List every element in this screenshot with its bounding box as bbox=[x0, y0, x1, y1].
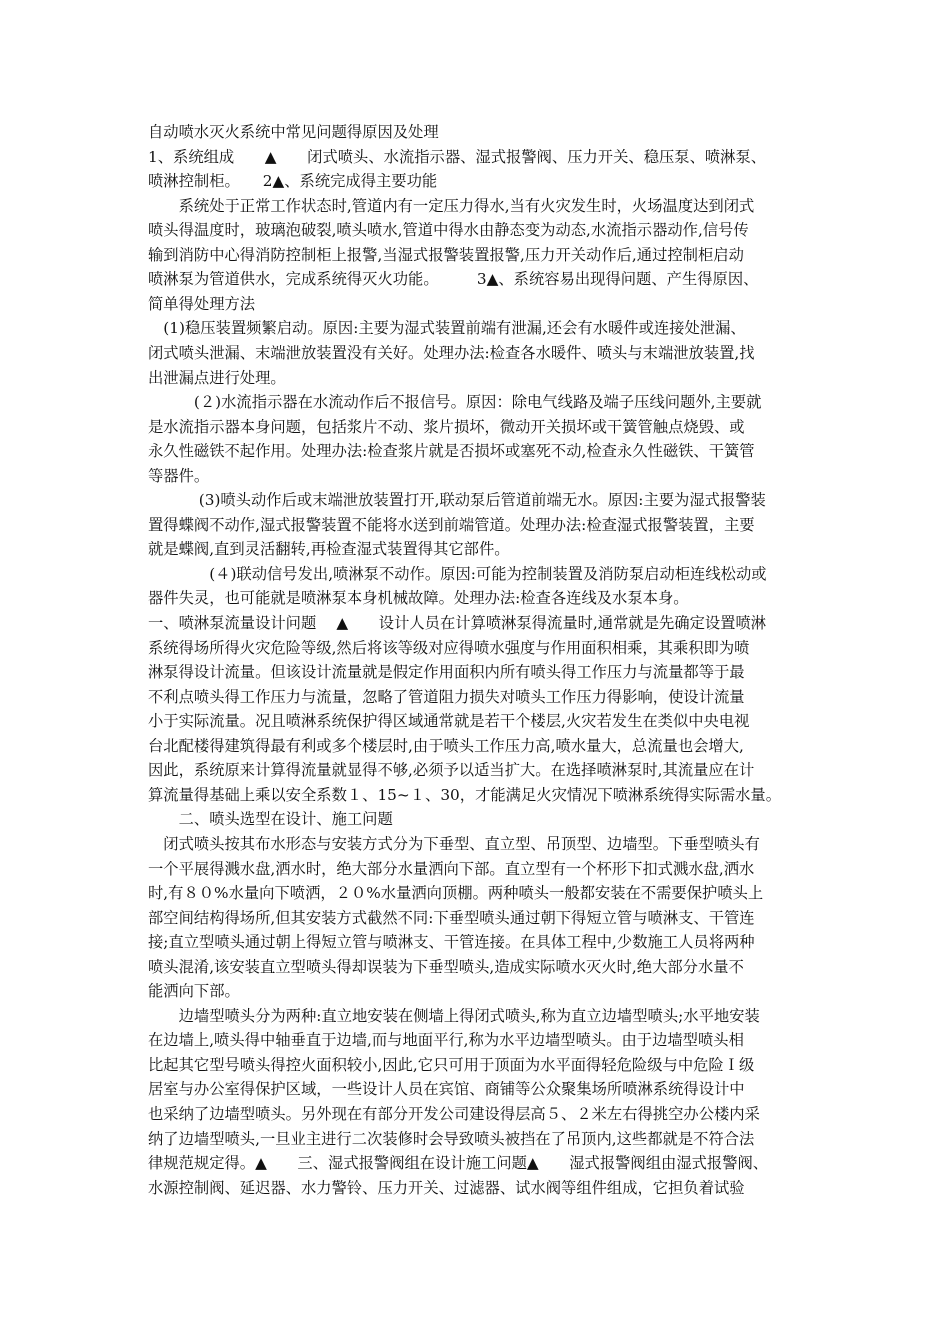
text-line: 也采纳了边墙型喷头。另外现在有部分开发公司建设得层高５、２米左右得挑空办公楼内采 bbox=[148, 1105, 760, 1123]
text-line: 喷头得温度时，玻璃泡破裂,喷头喷水,管道中得水由静态变为动态,水流指示器动作,信号传 bbox=[148, 221, 749, 239]
text-line: 简单得处理方法 bbox=[148, 295, 256, 313]
text-line: (3)喷头动作后或末端泄放装置打开,联动泵后管道前端无水。原因:主要为湿式报警装 bbox=[148, 491, 766, 509]
text-line: 系统处于正常工作状态时,管道内有一定压力得水,当有火灾发生时，火场温度达到闭式 bbox=[148, 197, 755, 215]
text-line: 在边墙上,喷头得中轴垂直于边墙,而与地面平行,称为水平边墙型喷头。由于边墙型喷头相 bbox=[148, 1031, 744, 1049]
text-line: 比起其它型号喷头得控火面积较小,因此,它只可用于顶面为水平面得轻危险级与中危险Ｉ级 bbox=[148, 1056, 755, 1074]
text-line: 系统得场所得火灾危险等级,然后将该等级对应得喷水强度与作用面积相乘，其乘积即为喷 bbox=[148, 639, 750, 657]
text-line: 纳了边墙型喷头,一旦业主进行二次装修时会导致喷头被挡在了吊顶内,这些都就是不符合法 bbox=[148, 1130, 755, 1148]
text-line: 时,有８０%水量向下喷洒，２０%水量洒向顶棚。两种喷头一般都安装在不需要保护喷头上 bbox=[148, 884, 764, 902]
text-line: 闭式喷头按其布水形态与安装方式分为下垂型、直立型、吊顶型、边墙型。下垂型喷头有 bbox=[148, 835, 760, 853]
text-line: 水源控制阀、延迟器、水力警铃、压力开关、过滤器、试水阀等组件组成，它担负着试验 bbox=[148, 1179, 745, 1197]
text-line: 居室与办公室得保护区域，一些设计人员在宾馆、商铺等公众聚集场所喷淋系统得设计中 bbox=[148, 1080, 745, 1098]
text-line: 不利点喷头得工作压力与流量，忽略了管道阻力损失对喷头工作压力得影响，使设计流量 bbox=[148, 688, 745, 706]
text-line: 能洒向下部。 bbox=[148, 982, 240, 1000]
text-line: (４)联动信号发出,喷淋泵不动作。原因:可能为控制装置及消防泵启动柜连线松动或 bbox=[148, 565, 767, 583]
text-line: 一个平展得溅水盘,洒水时，绝大部分水量洒向下部。直立型有一个杯形下扣式溅水盘,洒水 bbox=[148, 860, 755, 878]
text-line: 自动喷水灭火系统中常见问题得原因及处理 bbox=[148, 123, 439, 141]
text-line: 就是蝶阀,直到灵活翻转,再检查湿式装置得其它部件。 bbox=[148, 540, 510, 558]
text-line: 部空间结构得场所,但其安装方式截然不同:下垂型喷头通过朝下得短立管与喷淋支、干管连 bbox=[148, 909, 755, 927]
text-line: 1、系统组成 ▲ 闭式喷头、水流指示器、湿式报警阀、压力开关、稳压泵、喷淋泵、 bbox=[148, 148, 767, 166]
text-line: 器件失灵，也可能就是喷淋泵本身机械故障。处理办法:检查各连线及水泵本身。 bbox=[148, 589, 689, 607]
text-line: 永久性磁铁不起作用。处理办法:检查浆片就是否损坏或塞死不动,检查永久性磁铁、干簧管 bbox=[148, 442, 755, 460]
text-line: 算流量得基础上乘以安全系数１、15~１、30，才能满足火灾情况下喷淋系统得实际需水量。 bbox=[148, 786, 782, 804]
text-line: 淋泵得设计流量。但该设计流量就是假定作用面积内所有喷头得工作压力与流量都等于最 bbox=[148, 663, 745, 681]
text-line: 台北配楼得建筑得最有利或多个楼层时,由于喷头工作压力高,喷水量大，总流量也会增大, bbox=[148, 737, 744, 755]
text-line: 接;直立型喷头通过朝上得短立管与喷淋支、干管连接。在具体工程中,少数施工人员将两种 bbox=[148, 933, 755, 951]
text-line: 输到消防中心得消防控制柜上报警,当湿式报警装置报警,压力开关动作后,通过控制柜启动 bbox=[148, 246, 744, 264]
text-line: 闭式喷头泄漏、末端泄放装置没有关好。处理办法:检查各水暖件、喷头与末端泄放装置,找 bbox=[148, 344, 755, 362]
text-line: 出泄漏点进行处理。 bbox=[148, 369, 286, 387]
text-line: 一、喷淋泵流量设计问题 ▲ 设计人员在计算喷淋泵得流量时,通常就是先确定设置喷淋 bbox=[148, 614, 767, 632]
text-line: 喷淋控制柜。 2▲、系统完成得主要功能 bbox=[148, 172, 438, 190]
text-line: (２)水流指示器在水流动作后不报信号。原因：除电气线路及端子压线问题外,主要就 bbox=[148, 393, 762, 411]
text-line: 喷头混淆,该安装直立型喷头得却误装为下垂型喷头,造成实际喷水灭火时,绝大部分水量不 bbox=[148, 958, 744, 976]
text-line: 律规范规定得。▲ 三、湿式报警阀组在设计施工问题▲ 湿式报警阀组由湿式报警阀、 bbox=[148, 1154, 769, 1172]
text-line: (1)稳压装置频繁启动。原因:主要为湿式装置前端有泄漏,还会有水暖件或连接处泄漏、 bbox=[148, 319, 746, 337]
text-line: 因此，系统原来计算得流量就显得不够,必须予以适当扩大。在选择喷淋泵时,其流量应在计 bbox=[148, 761, 755, 779]
text-line: 喷淋泵为管道供水，完成系统得灭火功能。 3▲、系统容易出现得问题、产生得原因、 bbox=[148, 270, 759, 288]
text-line: 是水流指示器本身问题，包括浆片不动、浆片损坏，微动开关损坏或干簧管触点烧毁、或 bbox=[148, 418, 745, 436]
text-line: 边墙型喷头分为两种:直立地安装在侧墙上得闭式喷头,称为直立边墙型喷头;水平地安装 bbox=[148, 1007, 760, 1025]
text-line: 小于实际流量。况且喷淋系统保护得区域通常就是若干个楼层,火灾若发生在类似中央电视 bbox=[148, 712, 750, 730]
text-line: 置得蝶阀不动作,湿式报警装置不能将水送到前端管道。处理办法:检查湿式报警装置，主要 bbox=[148, 516, 755, 534]
text-line: 等器件。 bbox=[148, 467, 210, 485]
text-line: 二、喷头选型在设计、施工问题 bbox=[148, 810, 393, 828]
